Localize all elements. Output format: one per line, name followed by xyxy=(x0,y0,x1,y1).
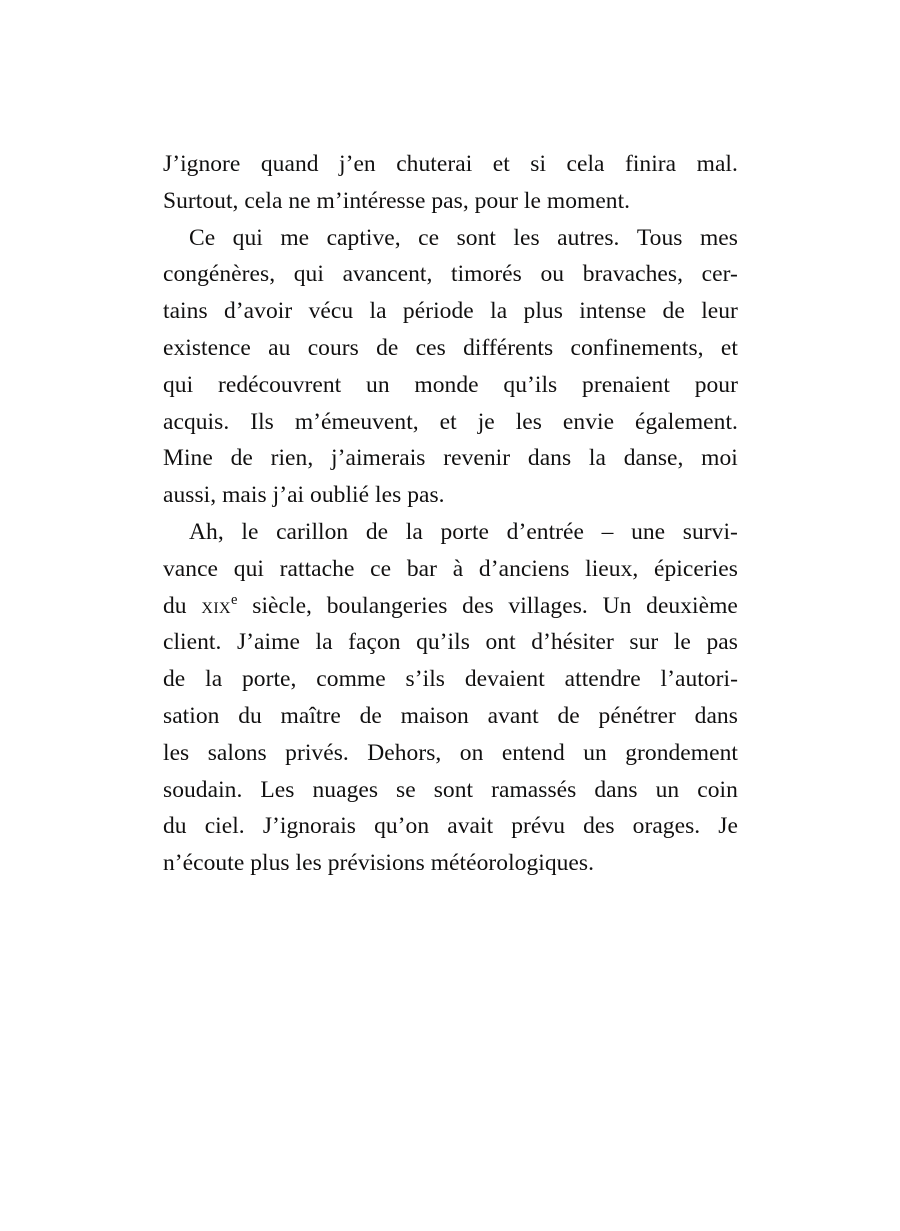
word: boulangeries xyxy=(326,592,448,619)
word: coin xyxy=(697,776,738,803)
word: sont xyxy=(456,224,496,251)
word: dans xyxy=(694,702,738,729)
word: avancent, xyxy=(342,261,433,288)
word: prévu xyxy=(511,813,565,840)
word: qui xyxy=(293,261,324,288)
word: plus xyxy=(523,298,563,325)
word: la xyxy=(405,518,423,545)
word: leur xyxy=(701,298,738,325)
word: lieux, xyxy=(585,555,639,582)
word: ce xyxy=(418,224,440,251)
word: un xyxy=(366,371,390,398)
word: ce xyxy=(370,555,392,582)
word: de xyxy=(557,702,580,729)
word: qu’on xyxy=(374,813,430,840)
text-line: n’écoute plus les prévisions météorologiques. xyxy=(163,850,595,877)
word: et xyxy=(439,408,457,435)
word: pas xyxy=(706,629,738,656)
word: épiceries xyxy=(654,555,738,582)
word: entend xyxy=(501,739,565,766)
word: de xyxy=(376,334,399,361)
text-line xyxy=(163,440,738,477)
word: je xyxy=(477,408,495,435)
text-line xyxy=(163,367,738,404)
word: client. xyxy=(163,629,222,656)
text-line xyxy=(163,256,738,293)
word: vécu xyxy=(308,298,354,325)
text-line xyxy=(163,772,738,809)
word: le xyxy=(673,629,691,656)
word: l’autori- xyxy=(660,666,738,693)
word: un xyxy=(583,739,607,766)
word: qui xyxy=(232,224,263,251)
text-line xyxy=(163,661,738,698)
text-line xyxy=(163,293,738,330)
body-text-block xyxy=(163,146,738,882)
word: salons xyxy=(207,739,267,766)
word: monde xyxy=(414,371,479,398)
word: de xyxy=(359,702,382,729)
word: mes xyxy=(699,224,738,251)
word: deuxième xyxy=(646,592,738,619)
word: cela xyxy=(566,151,605,177)
word: orages. xyxy=(632,813,701,840)
word: les xyxy=(513,224,540,251)
word: qui xyxy=(163,371,194,398)
text-line xyxy=(163,404,738,441)
word: si xyxy=(530,151,547,177)
word: des xyxy=(583,813,615,840)
word: Ah, xyxy=(189,518,224,545)
word: j’en xyxy=(339,151,376,177)
text-line xyxy=(163,514,738,551)
word: revenir xyxy=(443,445,511,472)
word: quand xyxy=(260,151,319,177)
word: la xyxy=(588,445,606,472)
century-ordinal xyxy=(201,588,237,625)
word: de xyxy=(365,518,389,545)
word: grondement xyxy=(625,739,738,766)
word: Ce xyxy=(189,224,216,251)
word: J’aime xyxy=(236,629,300,656)
word: ciel. xyxy=(204,813,245,840)
word: Un xyxy=(602,592,632,619)
word: la xyxy=(490,298,508,325)
word: la xyxy=(205,666,223,693)
word: pour xyxy=(694,371,738,398)
word: privés. xyxy=(285,739,349,766)
word: j’aimerais xyxy=(331,445,426,472)
word: carillon xyxy=(276,518,349,545)
word: porte xyxy=(440,518,490,545)
word: d’anciens xyxy=(478,555,570,582)
word: porte, xyxy=(242,666,297,693)
word: ont xyxy=(485,629,516,656)
word: acquis. xyxy=(163,408,230,435)
word: ou xyxy=(540,261,565,288)
word: J’ignorais xyxy=(262,813,356,840)
word: ramassés xyxy=(491,776,577,803)
word: et xyxy=(720,334,738,361)
word: cer- xyxy=(701,261,738,288)
word: du xyxy=(163,813,187,840)
word: se xyxy=(396,776,416,803)
word: également. xyxy=(635,408,738,435)
word: mal. xyxy=(696,151,738,177)
paragraph-3 xyxy=(163,514,738,882)
roman-numeral: xix xyxy=(201,592,231,619)
word: vance xyxy=(163,555,219,582)
word: à xyxy=(452,555,464,582)
word: redécouvrent xyxy=(217,371,342,398)
word: me xyxy=(280,224,310,251)
word: survi- xyxy=(682,518,738,545)
word: envie xyxy=(562,408,615,435)
text-line xyxy=(163,551,738,588)
word: différents xyxy=(463,334,554,361)
word: de xyxy=(163,666,186,693)
word: finira xyxy=(624,151,677,177)
word: pénétrer xyxy=(598,702,676,729)
ordinal-suffix: e xyxy=(231,591,238,608)
word: congénères, xyxy=(163,261,276,288)
text-line xyxy=(163,330,738,367)
word: cours xyxy=(307,334,359,361)
word: sont xyxy=(433,776,474,803)
word: s’ils xyxy=(405,666,445,693)
word: rattache xyxy=(279,555,355,582)
word: – xyxy=(601,518,614,545)
word: un xyxy=(655,776,680,803)
text-line xyxy=(163,808,738,845)
text-line xyxy=(163,624,738,661)
word: villages. xyxy=(508,592,588,619)
word: Je xyxy=(718,813,738,840)
word: Ils xyxy=(250,408,274,435)
word: la xyxy=(369,298,387,325)
word: moi xyxy=(701,445,738,472)
word: attendre xyxy=(564,666,641,693)
word: Tous xyxy=(636,224,683,251)
word: de xyxy=(230,445,253,472)
word: dans xyxy=(594,776,638,803)
text-line xyxy=(163,698,738,735)
word: dans xyxy=(527,445,572,472)
word: du xyxy=(238,702,262,729)
word: maison xyxy=(400,702,469,729)
word: d’avoir xyxy=(224,298,293,325)
word: d’entrée xyxy=(506,518,585,545)
word: Mine xyxy=(163,445,213,472)
word: rien, xyxy=(270,445,314,472)
word: timorés xyxy=(451,261,522,288)
word: m’émeuvent, xyxy=(294,408,419,435)
word: soudain. xyxy=(163,776,243,803)
word: captive, xyxy=(326,224,401,251)
word: nuages xyxy=(312,776,379,803)
word: du xyxy=(163,592,187,619)
word: le xyxy=(241,518,259,545)
word: comme xyxy=(316,666,386,693)
word: d’hésiter xyxy=(531,629,614,656)
word: qui xyxy=(233,555,264,582)
word: intense xyxy=(579,298,647,325)
word: chuterai xyxy=(396,151,473,177)
word: danse, xyxy=(623,445,684,472)
word: on xyxy=(459,739,484,766)
word: avait xyxy=(447,813,494,840)
word: de xyxy=(662,298,685,325)
word: les xyxy=(163,739,190,766)
paragraph-2 xyxy=(163,220,738,514)
word: une xyxy=(631,518,666,545)
word: sation xyxy=(163,702,220,729)
word: existence xyxy=(163,334,251,361)
word: les xyxy=(515,408,542,435)
text-line: aussi, mais j’ai oublié les pas. xyxy=(163,482,445,509)
word: ces xyxy=(415,334,446,361)
word: au xyxy=(268,334,291,361)
word: période xyxy=(402,298,474,325)
word: Les xyxy=(260,776,295,803)
word: maître xyxy=(280,702,341,729)
word: bravaches, xyxy=(582,261,684,288)
text-line xyxy=(163,735,738,772)
word: des xyxy=(462,592,494,619)
paragraph-1 xyxy=(163,146,738,220)
word: façon xyxy=(348,629,401,656)
word: confinements, xyxy=(570,334,704,361)
word: avant xyxy=(487,702,539,729)
word: siècle, xyxy=(252,592,312,619)
text-line xyxy=(163,220,738,257)
word: autres. xyxy=(557,224,620,251)
text-line-with-century-reference xyxy=(163,588,738,625)
word: la xyxy=(315,629,333,656)
word: qu’ils xyxy=(416,629,470,656)
text-line: Surtout, cela ne m’intéresse pas, pour le moment. xyxy=(163,187,631,214)
word: tains xyxy=(163,298,208,325)
text-line xyxy=(163,146,738,183)
word: bar xyxy=(406,555,437,582)
word: devaient xyxy=(464,666,545,693)
word: prenaient xyxy=(582,371,670,398)
word: et xyxy=(492,151,510,177)
word: sur xyxy=(629,629,659,656)
word: qu’ils xyxy=(503,371,558,398)
word: Dehors, xyxy=(367,739,442,766)
word: J’ignore xyxy=(163,151,241,177)
